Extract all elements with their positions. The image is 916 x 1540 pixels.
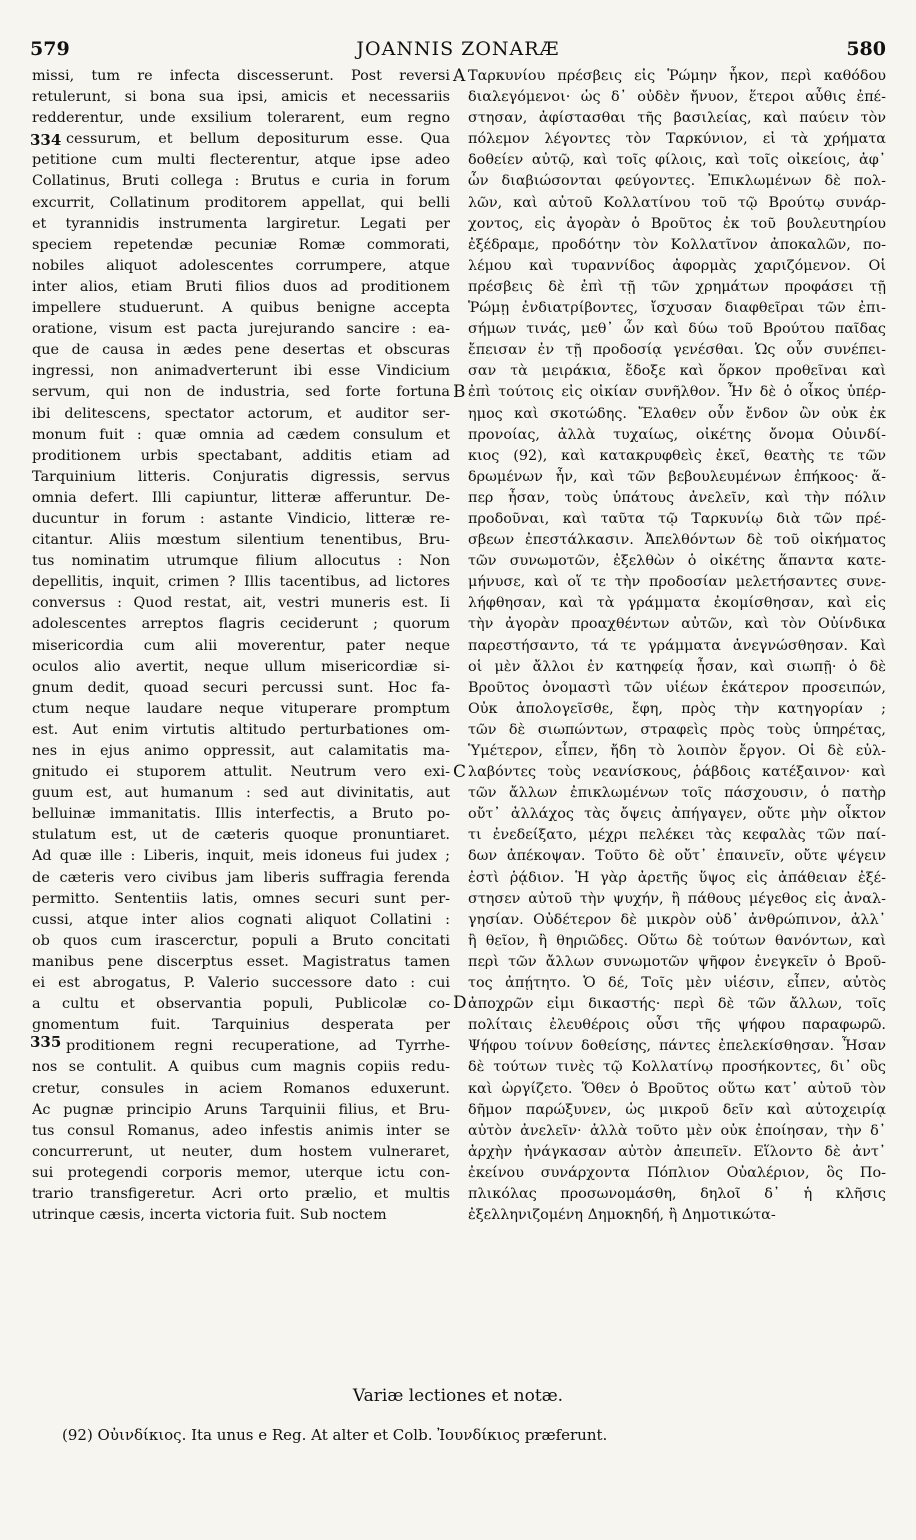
greek-text-line: μήνυσε, καὶ οἵ τε τὴν προδοσίαν μελετήσαντες συνε- [468, 574, 886, 591]
greek-text-line: πολίταις ἐλευθέροις οὖσι τῆς ψήφου παραφωρῶ. [468, 1017, 886, 1034]
greek-column [468, 66, 886, 1226]
latin-column [32, 66, 450, 1226]
greek-text-line: σήμων τινάς, μεθ᾿ ὧν καὶ δύω τοῦ Βρούτου παῖδας [468, 321, 886, 338]
latin-text-line: impellere studuerunt. A quibus benigne accepta [32, 300, 450, 317]
greek-text-line: περὶ τῶν ἄλλων συνωμοτῶν ψῆφον ἐνεγκεῖν ὁ Βροῦ- [468, 953, 886, 970]
greek-text-line: δῆμον παρώξυνεν, ὡς μικροῦ δεῖν καὶ αὐτοχειρίᾳ [468, 1101, 886, 1118]
latin-text-line: speciem repetendæ pecuniæ Romæ commorati, [32, 236, 450, 253]
greek-text-line: λήφθησαν, καὶ τὰ γράμματα ἐκομίσθησαν, καὶ εἰς [468, 595, 886, 612]
greek-text-line: προνοίας, ἀλλὰ τυχαίως, οἰκέτης ὄνομα Οὐινδί- [468, 426, 886, 443]
greek-text-line: χοντος, εἰς ἀγορὰν ὁ Βροῦτος ἐκ τοῦ βουλευτηρίου [468, 215, 886, 232]
latin-text-line: stulatum est, ut de cæteris quoque pronuntiaret. [32, 827, 450, 844]
greek-text-line: δων ἀπέκοψαν. Τοῦτο δὲ οὔτ᾿ ἐπαινεῖν, οὔτε ψέγειν [468, 848, 886, 865]
latin-text-line: Collatinus, Bruti collega : Brutus e curia in forum [32, 173, 450, 190]
greek-text-line: δὲ τούτων τινὲς τῷ Κολλατίνῳ προσήκοντες, δι᾿ οὓς [468, 1059, 886, 1076]
greek-text-line: ἀποχρῶν εἰμι δικαστής· περὶ δὲ τῶν ἄλλων, τοῖς [468, 996, 886, 1013]
latin-text-line: cretur, consules in aciem Romanos eduxerunt. [32, 1080, 450, 1097]
greek-text-line: τῶν δὲ σιωπώντων, στραφεὶς πρὸς τοὺς ὑπηρέτας, [468, 721, 886, 738]
latin-text-line: omnia defert. Illi capiuntur, litteræ afferuntur. De- [32, 489, 450, 506]
latin-text-line: que de causa in ædes pene desertas et obscuras [32, 342, 450, 359]
greek-text-line: καὶ ὠργίζετο. Ὅθεν ὁ Βροῦτος οὕτω κατ᾿ αὐτοῦ τὸν [468, 1080, 886, 1097]
greek-text-line: λαβόντες τοὺς νεανίσκους, ῥάβδοις κατέξαινον· καὶ [468, 764, 886, 781]
latin-text-line: ingressi, non animadverterunt ibi esse Vindicium [32, 363, 450, 380]
greek-text-line: ἐκείνου συνάρχοντα Πόπλιον Οὐαλέριον, ὃς Πο- [468, 1164, 886, 1181]
greek-text-line: ὧν διαβιώσονται φεύγοντες. Ἐπικλωμένων δὲ πολ- [468, 173, 886, 190]
margin-letter-a: A [453, 66, 466, 86]
latin-text-line: proditionem regni recuperatione, ad Tyrrhe- [66, 1038, 450, 1055]
latin-text-line: ibi delitescens, spectator actorum, et auditor ser- [32, 405, 450, 422]
latin-text-line: guum est, aut humanum : sed aut divinitatis, aut [32, 785, 450, 802]
greek-text-line: Ὑμέτερον, εἶπεν, ἤδη τὸ λοιπὸν ἔργον. Οἱ δὲ εὐλ- [468, 743, 886, 759]
greek-text-line: λέμου καὶ τυραννίδος ἀφορμὰς χαριζόμενον. Οἱ [468, 257, 886, 274]
running-header [30, 38, 886, 68]
greek-text-line: ἀρχὴν ἠνάγκασαν αὐτὸν ἀπειπεῖν. Εἵλοντο δὲ ἀντ᾿ [468, 1143, 886, 1160]
latin-text-line: trario transfigeretur. Acri orto prælio, et multis [32, 1185, 450, 1202]
greek-text-line: παρεστήσαντο, τά τε γράμματα ἀνεγνώσθησαν. Καὶ [468, 637, 886, 654]
margin-number-334: 334 [30, 131, 62, 149]
latin-text-line: missi, tum re infecta discesserunt. Post reversi [32, 68, 450, 84]
latin-text-line: redderentur, unde exsilium tolerarent, eum regno [32, 110, 450, 127]
greek-text-line: στησαν, ἀφίστασθαι τῆς βασιλείας, καὶ παύειν τὸν [468, 110, 886, 127]
greek-text-line: ἐξελληνιζομένη Δημοκηδή, ἢ Δημοτικώτα- [468, 1207, 776, 1224]
latin-text-line: inter alios, etiam Bruti filios duos ad proditionem [32, 278, 450, 295]
latin-text-line: tus nominatim utrumque filium allocutus : Non [32, 553, 450, 570]
notes-heading: Variæ lectiones et notæ. [352, 1386, 564, 1406]
greek-text-line: τι ἐνεδείξατο, μέχρι πελέκει τὰς κεφαλὰς τῶν παί- [468, 827, 886, 844]
latin-text-line: nos se contulit. A quibus cum magnis copiis redu- [32, 1059, 450, 1076]
latin-text-line: cessurum, et bellum depositurum esse. Qua [66, 131, 450, 148]
latin-text-line: conversus : Quod restat, ait, vestri muneris est. Ii [32, 595, 450, 612]
greek-text-line: Ψήφου τοίνυν δοθείσης, πάντες ἐπελεκίσθησαν. Ἦσαν [468, 1038, 886, 1055]
latin-text-line: oculos alio avertit, neque ullum misericordiæ si- [32, 658, 450, 675]
latin-text-line: servum, qui non de industria, sed forte fortuna [32, 384, 450, 401]
latin-text-line: ob quos cum irascerctur, populi a Bruto concitati [32, 932, 450, 949]
greek-text-line: πρέσβεις δὲ ἐπὶ τῇ τῶν χρημάτων προφάσει τῇ [468, 278, 886, 295]
latin-text-line: concurrerunt, ut neuter, dum hostem vulneraret, [32, 1143, 450, 1160]
greek-text-line: Ῥώμῃ ἐνδιατρίβοντες, ἴσχυσαν διαφθεῖραι τῶν ἐπι- [468, 300, 886, 317]
greek-text-line: ημος καὶ σκοτώδης. Ἔλαθεν οὖν ἔνδον ὢν οὐκ ἐκ [468, 405, 886, 422]
page-number-right: 580 [846, 38, 886, 60]
latin-text-line: a cultu et observantia populi, Publicolæ co- [32, 996, 450, 1013]
latin-text-line: cussi, atque inter alios cognati aliquot Collatini : [32, 911, 450, 928]
greek-text-line: προδοῦναι, καὶ ταῦτα τῷ Ταρκυνίῳ διὰ τῶν πρέ- [468, 510, 886, 527]
latin-text-line: misericordia cum alii moverentur, pater neque [32, 637, 450, 654]
latin-text-line: ei est abrogatus, P. Valerio successore dato : cui [32, 975, 450, 992]
latin-text-line: gnitudo ei stuporem attulit. Neutrum vero exi- [32, 764, 450, 781]
latin-text-line: est. Aut enim virtutis altitudo perturbationes om- [32, 721, 450, 738]
greek-text-line: πλικόλας προσωνομάσθη, δηλοῖ δ᾿ ἡ κλῆσις [468, 1185, 886, 1202]
greek-text-line: οἱ μὲν ἄλλοι ἐν κατηφείᾳ ἦσαν, καὶ σιωπῇ· ὁ δὲ [468, 658, 886, 675]
greek-text-line: Ταρκυνίου πρέσβεις εἰς Ῥώμην ἧκον, περὶ καθόδου [468, 68, 886, 84]
latin-text-line: manibus pene discerptus esset. Magistratus tamen [32, 953, 450, 970]
greek-text-line: ἢ θεῖον, ἢ θηριῶδες. Οὕτω δὲ τούτων θανόντων, καὶ [468, 932, 886, 949]
latin-text-line: tus consul Romanus, adeo infestis animis inter se [32, 1122, 450, 1139]
page-number-left: 579 [30, 38, 70, 60]
latin-text-line: gnum dedit, quoad securi percussi sunt. Hoc fa- [32, 679, 450, 696]
greek-text-line: δοθείεν αὐτῷ, καὶ τοῖς φίλοις, καὶ τοῖς οἰκείοις, ἀφ᾿ [468, 152, 886, 169]
greek-text-line: τὴν ἀγορὰν προαχθέντων αὐτῶν, καὶ τὸν Οὐίνδικα [468, 616, 886, 633]
latin-text-line: gnomentum fuit. Tarquinius desperata per [32, 1017, 450, 1034]
greek-text-line: τος ἀπῄτητο. Ὁ δέ, Τοῖς μὲν υἱέσιν, εἶπεν, αὐτὸς [468, 975, 886, 992]
greek-text-line: ἐξέδραμε, προδότην τὸν Κολλατῖνον ἀποκαλῶν, πο- [468, 236, 886, 253]
latin-text-line: retulerunt, si bona sua ipsi, amicis et necessariis [32, 89, 450, 106]
greek-text-line: στησεν αὐτοῦ τὴν ψυχήν, ἢ πάθους μέγεθος εἰς ἀναλ- [468, 890, 886, 907]
latin-text-line: ctum neque laudare neque vituperare promptum [32, 700, 450, 717]
latin-text-line: adolescentes arreptos flagris ceciderunt ; quorum [32, 616, 450, 633]
greek-text-line: σαν τὰ μειράκια, ἔδοξε καὶ ὅρκον προθεῖναι καὶ [468, 363, 886, 380]
latin-text-line: et tyrannidis instrumenta largiretur. Legati per [32, 215, 450, 232]
latin-text-line: excurrit, Collatinum proditorem appellat, qui belli [32, 194, 450, 211]
greek-text-line: πόλεμον λέγοντες τὸν Ταρκύνιον, εἰ τὰ χρήματα [468, 131, 886, 148]
greek-text-line: Οὐκ ἀπολογεῖσθε, ἔφη, πρὸς τὴν κατηγορίαν ; [468, 700, 886, 717]
greek-text-line: ἔπεισαν ἐν τῇ προδοσίᾳ γενέσθαι. Ὡς οὖν συνέπει- [468, 342, 886, 359]
latin-text-line: depellitis, inquit, crimen ? Illis tacentibus, ad lictores [32, 574, 450, 591]
latin-text-line: oratione, visum est pacta jurejurando sancire : ea- [32, 321, 450, 338]
latin-text-line: nes in ejus animo oppressit, aut calamitatis ma- [32, 743, 450, 759]
greek-text-line: τῶν ἄλλων ἐπικλωμένων τοῖς πάσχουσιν, ὁ πατὴρ [468, 785, 886, 802]
latin-text-line: Tarquinium litteris. Conjuratis digressis, servus [32, 468, 450, 485]
greek-text-line: οὔτ᾿ ἀλλάχος τὰς ὄψεις ἀπήγαγεν, οὔτε μὴν οἶκτον [468, 806, 886, 823]
footnote-92: (92) Οὐινδίκιος. Ita unus e Reg. At alter et Colb. Ἰουνδίκιος præferunt. [62, 1426, 608, 1444]
margin-letter-b: B [453, 382, 466, 402]
latin-text-line: permitto. Sententiis latis, omnes securi sunt per- [32, 890, 450, 907]
greek-text-line: αὐτὸν ἀνελεῖν· ἀλλὰ τοῦτο μὲν οὐκ ἐποίησαν, τὴν δ᾿ [468, 1122, 886, 1139]
latin-text-line: monum fuit : quæ omnia ad cædem consulum et [32, 426, 450, 443]
greek-text-line: περ ἦσαν, τοὺς ὑπάτους ἀνελεῖν, καὶ τὴν πόλιν [468, 489, 886, 506]
latin-text-line: ducuntur in forum : astante Vindicio, litteræ re- [32, 510, 450, 527]
greek-text-line: τῶν συνωμοτῶν, ἐξελθὼν ὁ οἰκέτης ἅπαντα κατε- [468, 553, 886, 570]
latin-text-line: belluinæ immanitatis. Illis interfectis, a Bruto po- [32, 806, 450, 823]
greek-text-line: Βροῦτος ὀνομαστὶ τῶν υἱέων ἑκάτερον προσειπών, [468, 679, 886, 696]
margin-letter-d: D [453, 993, 467, 1013]
greek-text-line: κιος (92), καὶ κατακρυφθεὶς ἐκεῖ, θεατὴς τε τῶν [468, 447, 886, 464]
latin-text-line: de cæteris vero civibus jam liberis suffragia ferenda [32, 869, 450, 886]
latin-text-line: nobiles aliquot adolescentes corrumpere, atque [32, 257, 450, 274]
greek-text-line: ἐπὶ τούτοις εἰς οἰκίαν συνῆλθον. Ἦν δὲ ὁ οἶκος ὑπέρ- [468, 384, 886, 401]
margin-number-335: 335 [30, 1033, 62, 1051]
latin-text-line: utrinque cæsis, incerta victoria fuit. Sub noctem [32, 1207, 387, 1224]
greek-text-line: ἐστὶ ῥᾴδιον. Ἡ γὰρ ἀρετῆς ὕψος εἰς ἀπάθειαν ἐξέ- [468, 869, 886, 886]
greek-text-line: γησίαν. Οὐδέτερον δὲ μικρὸν οὐδ᾿ ἀνθρώπινον, ἀλλ᾿ [468, 911, 886, 928]
greek-text-line: δρωμένων ἦν, καὶ τῶν βεβουλευμένων ἐπήκοος· ἅ- [468, 468, 886, 485]
latin-text-line: sui protegendi corporis memor, uterque ictu con- [32, 1164, 450, 1181]
latin-text-line: Ac pugnæ principio Aruns Tarquinii filius, et Bru- [32, 1101, 450, 1118]
latin-text-line: proditionem urbis spectabant, additis etiam ad [32, 447, 450, 464]
latin-text-line: citantur. Aliis mœstum silentium tenentibus, Bru- [32, 532, 450, 549]
greek-text-line: σβεων ἐπεστάλκασιν. Ἀπελθόντων δὲ τοῦ οἰκήματος [468, 532, 886, 549]
latin-text-line: Ad quæ ille : Liberis, inquit, meis idoneus fui judex ; [32, 848, 450, 865]
greek-text-line: διαλεγόμενοι· ὡς δ᾿ οὐδὲν ἤνυον, ἕτεροι αὖθις ἐπέ- [468, 89, 886, 106]
greek-text-line: λῶν, καὶ αὐτοῦ Κολλατίνου τοῦ τῷ Βρούτῳ συνάρ- [468, 194, 886, 211]
latin-text-line: petitione cum multi flecterentur, atque ipse adeo [32, 152, 450, 169]
running-title: JOANNIS ZONARÆ [356, 38, 560, 60]
margin-letter-c: C [453, 762, 467, 782]
